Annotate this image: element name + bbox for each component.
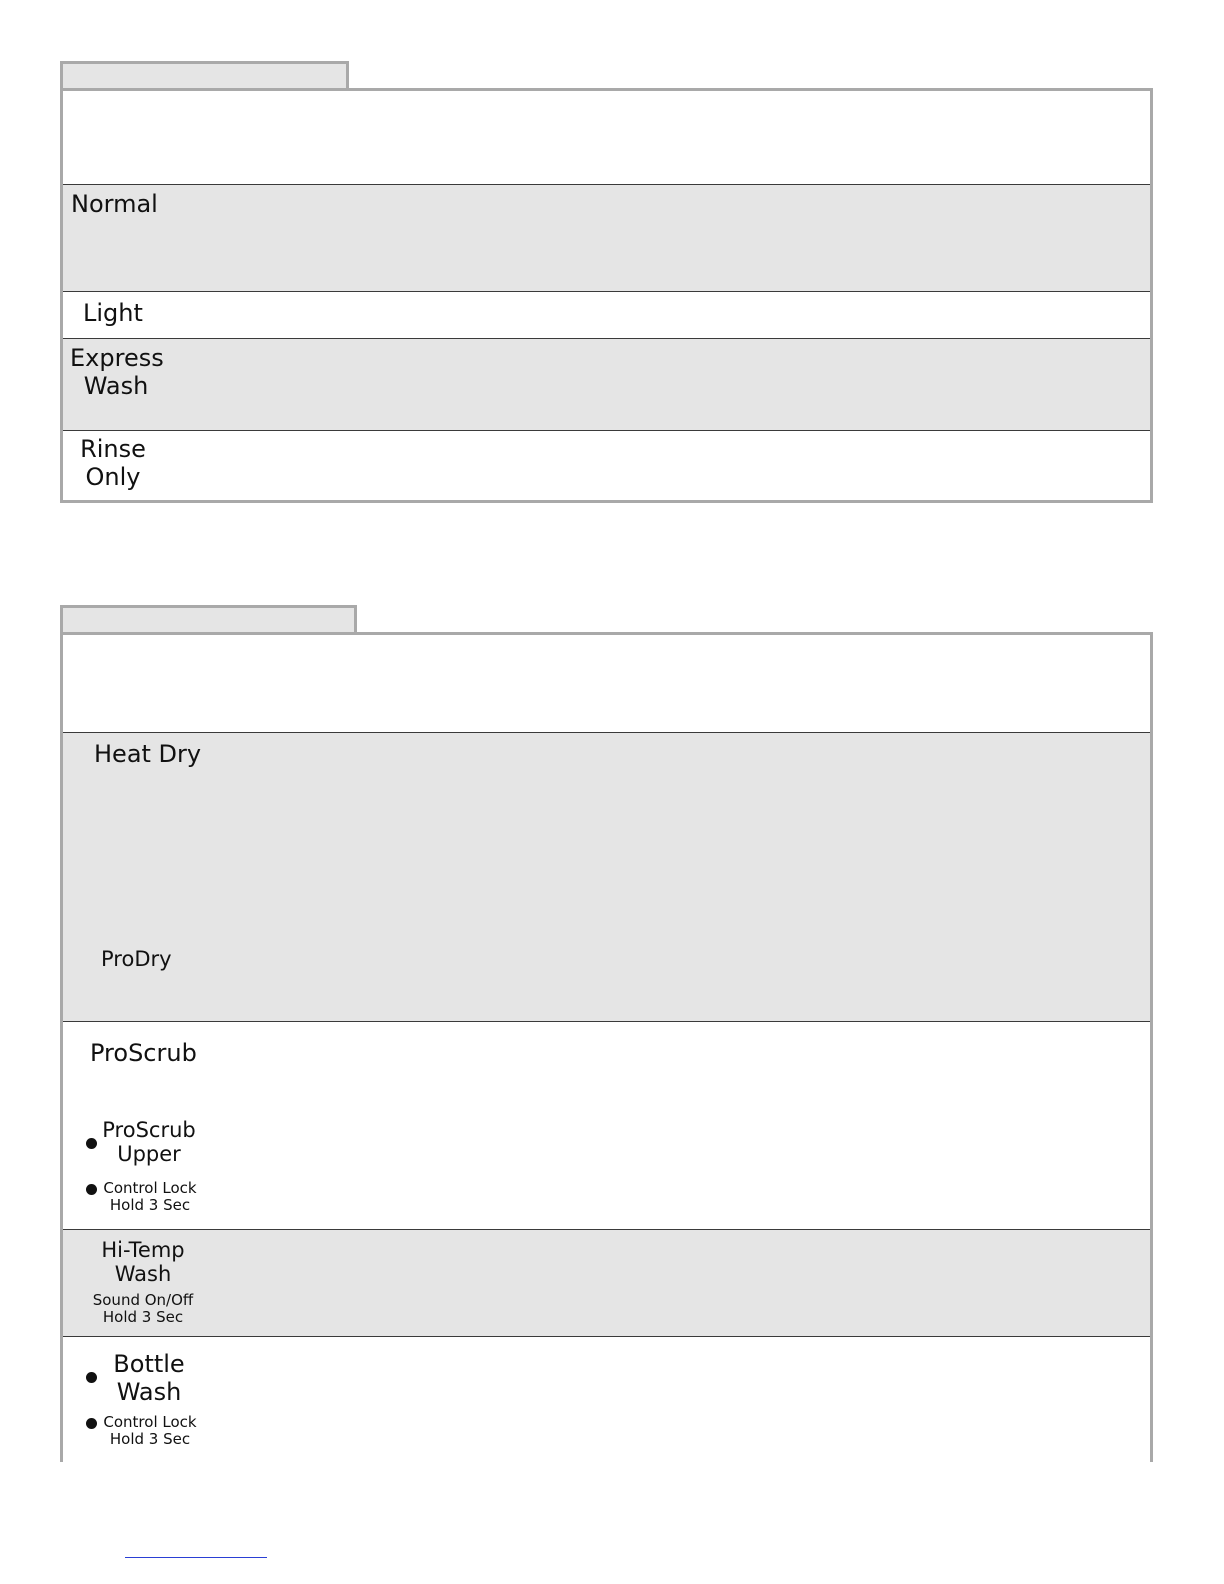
footer-link-underline[interactable] [125,1557,267,1558]
option-label-heat-dry: Heat Dry [94,740,202,768]
bottle-wash-indicator-dot [86,1372,97,1383]
bottle-control-lock-indicator-dot [86,1418,97,1429]
option-label-prodry: ProDry [101,947,172,971]
control-lock-indicator-dot [86,1184,97,1195]
option-label-proscrub: ProScrub [90,1039,197,1067]
option-label-hi-temp-wash: Hi-Temp Wash [101,1238,185,1287]
proscrub-upper-indicator-dot [86,1138,97,1149]
sound-on-off-label: Sound On/Off Hold 3 Sec [92,1291,194,1327]
wash-cycles-table [60,88,1153,503]
cycle-row-normal [63,184,1150,291]
option-label-proscrub-upper: ProScrub Upper [102,1118,196,1167]
control-lock-label: Control Lock Hold 3 Sec [103,1179,197,1215]
option-row-proscrub [63,1021,1150,1229]
cycle-label-rinse-only: Rinse Only [80,435,146,491]
wash-cycles-section-tab [60,61,349,89]
cycle-row-express-wash [63,338,1150,430]
option-label-bottle-wash: Bottle Wash [113,1350,185,1406]
cycle-row-rinse-only [63,430,1150,503]
option-row-bottle-wash [63,1336,1150,1465]
cycle-label-normal: Normal [71,190,158,218]
wash-cycles-header-row [63,91,1150,184]
cycle-label-light: Light [83,299,143,327]
cycle-row-light [63,291,1150,338]
option-row-heat-dry [63,732,1150,1021]
options-header-row [63,635,1150,732]
option-row-hi-temp-wash [63,1229,1150,1336]
cycle-label-express-wash: Express Wash [70,344,164,400]
bottle-control-lock-label: Control Lock Hold 3 Sec [103,1413,197,1449]
options-table [60,632,1153,1462]
options-section-tab [60,605,357,633]
